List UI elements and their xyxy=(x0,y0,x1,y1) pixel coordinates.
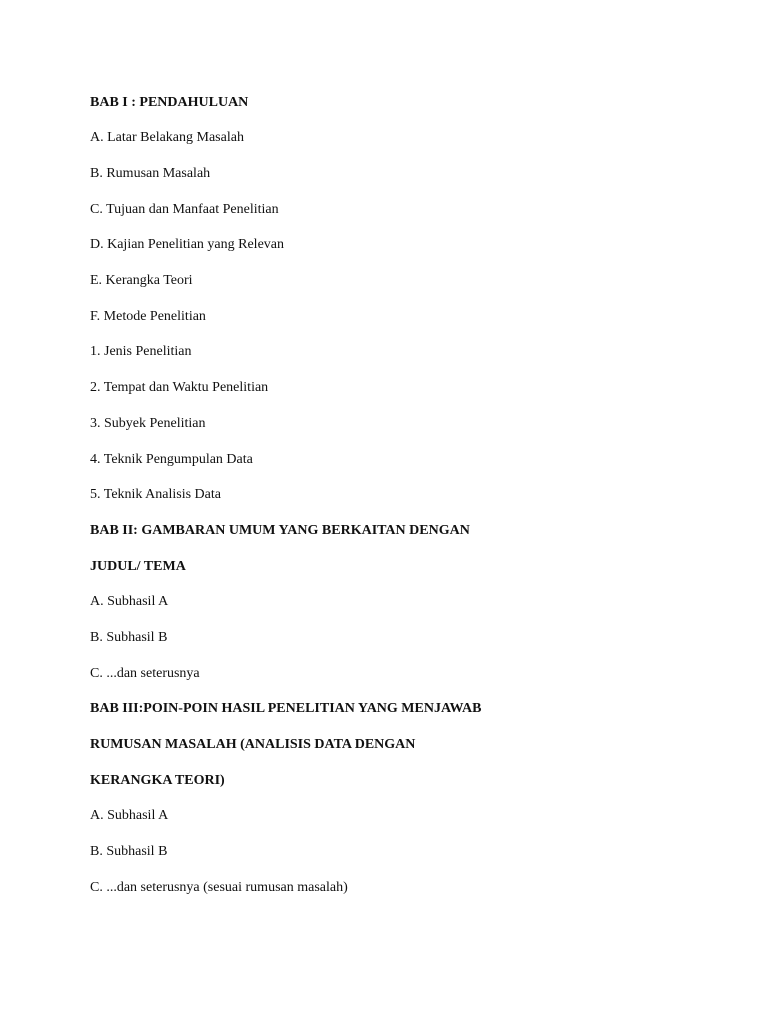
outline-subitem: 3. Subyek Penelitian xyxy=(90,416,206,431)
outline-item: A. Subhasil A xyxy=(90,594,169,609)
outline-subitem: 5. Teknik Analisis Data xyxy=(90,487,221,502)
outline-subitem: 4. Teknik Pengumpulan Data xyxy=(90,452,253,467)
chapter-heading-continued: JUDUL/ TEMA xyxy=(90,559,186,574)
outline-item: B. Subhasil B xyxy=(90,630,168,645)
outline-item: B. Subhasil B xyxy=(90,844,168,859)
outline-item: C. ...dan seterusnya xyxy=(90,666,200,681)
outline-item: C. ...dan seterusnya (sesuai rumusan masalah) xyxy=(90,880,348,895)
chapter-heading: BAB I : PENDAHULUAN xyxy=(90,95,249,110)
outline-item: F. Metode Penelitian xyxy=(90,309,206,324)
chapter-heading: BAB III:POIN-POIN HASIL PENELITIAN YANG MENJAWAB xyxy=(90,701,482,716)
outline-item: A. Subhasil A xyxy=(90,808,169,823)
chapter-heading-continued: RUMUSAN MASALAH (ANALISIS DATA DENGAN xyxy=(90,737,416,752)
chapter-heading: BAB II: GAMBARAN UMUM YANG BERKAITAN DENGAN xyxy=(90,523,470,538)
outline-item: A. Latar Belakang Masalah xyxy=(90,130,244,145)
outline-item: B. Rumusan Masalah xyxy=(90,166,211,181)
outline-subitem: 2. Tempat dan Waktu Penelitian xyxy=(90,380,269,395)
outline-subitem: 1. Jenis Penelitian xyxy=(90,344,192,359)
outline-item: D. Kajian Penelitian yang Relevan xyxy=(90,237,284,252)
chapter-heading-continued: KERANGKA TEORI) xyxy=(90,773,225,788)
outline-item: C. Tujuan dan Manfaat Penelitian xyxy=(90,202,279,217)
outline-item: E. Kerangka Teori xyxy=(90,273,193,288)
